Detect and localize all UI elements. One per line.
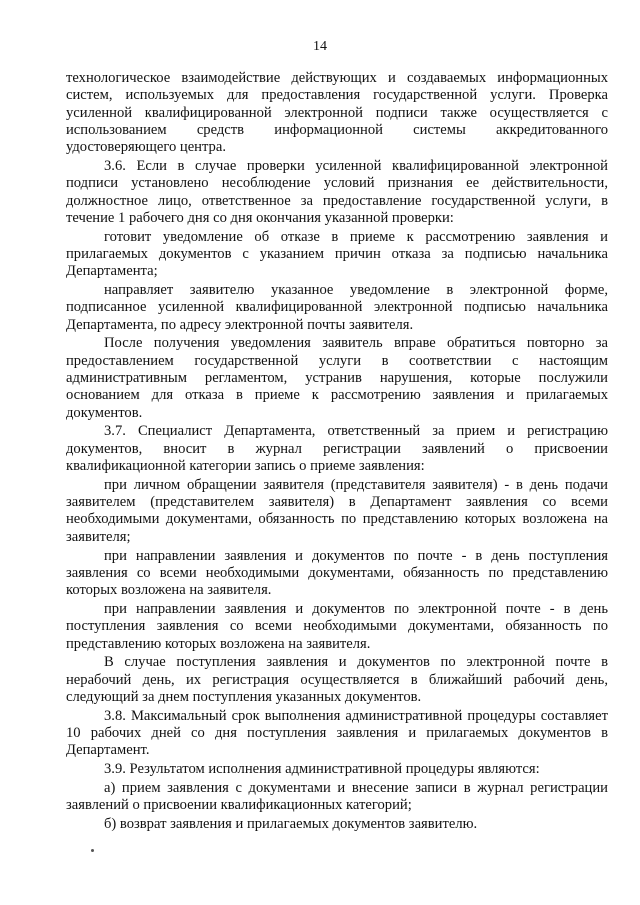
paragraph-3-6: 3.6. Если в случае проверки усиленной квалифицированной электронной подписи установлено несоблюдение условий признания ее действительности, должностное лицо, ответственное за предоставление государственной услуги, в течение 1 рабочего дня со дня окончания указанной проверки: (66, 157, 608, 226)
paragraph-item-b: б) возврат заявления и прилагаемых документов заявителю. (104, 815, 478, 832)
scan-speck (91, 849, 94, 852)
paragraph-in-person: при личном обращении заявителя (представителя заявителя) - в день подачи заявителем (представителем заявителя) в Департамент заявления со всеми необходимыми документами, обязанность по представлению которых возложена на заявителя; (66, 476, 608, 545)
paragraph-sends-notice: направляет заявителю указанное уведомление в электронной форме, подписанное усиленной квалифицированной электронной подписью начальника Департамента, по адресу электронной почты заявителя. (66, 282, 608, 333)
page-number: 14 (313, 39, 327, 54)
paragraph-by-email: при направлении заявления и документов по электронной почте - в день поступления заявления со всеми необходимыми документами, обязанность по представлению которых возложена на заявителя. (66, 600, 608, 652)
paragraph-3-7: 3.7. Специалист Департамента, ответственный за прием и регистрацию документов, вносит в журнал регистрации заявлений о присвоении квалификационной категории запись о приеме заявления: (66, 423, 608, 475)
paragraph-3-8: 3.8. Максимальный срок выполнения административной процедуры составляет 10 рабочих дней со дня поступления заявления и прилагаемых документов в Департамент. (66, 707, 608, 759)
paragraph-continuation: технологическое взаимодействие действующих и создаваемых информационных систем, используемых для предоставления государственной услуги. Проверка усиленной квалифицированной электронной подписи также осуществляется с использованием средств информационной системы аккредитованного удостоверяющего центра. (66, 70, 608, 156)
paragraph-3-9: 3.9. Результатом исполнения административной процедуры являются: (104, 761, 540, 778)
paragraph-by-mail: при направлении заявления и документов по почте - в день поступления заявления со всеми необходимыми документами, обязанность по представлению которых возложена на заявителя. (66, 547, 608, 599)
paragraph-item-a: а) прием заявления с документами и внесение записи в журнал регистрации заявлений о присвоении квалификационных категорий; (66, 779, 608, 814)
paragraph-reapply: После получения уведомления заявитель вправе обратиться повторно за предоставлением государственной услуги в соответствии с настоящим административным регламентом, устранив нарушения, которые послужили основанием для отказа в приеме к рассмотрению заявления и прилагаемых документов. (66, 335, 608, 421)
document-body (66, 70, 608, 835)
paragraph-non-working-day: В случае поступления заявления и документов по электронной почте в нерабочий день, их регистрация осуществляется в ближайший рабочий день, следующий за днем поступления указанных документов. (66, 654, 608, 705)
paragraph-prepares-notice: готовит уведомление об отказе в приеме к рассмотрению заявления и прилагаемых документов с указанием причин отказа за подписью начальника Департамента; (66, 228, 608, 280)
